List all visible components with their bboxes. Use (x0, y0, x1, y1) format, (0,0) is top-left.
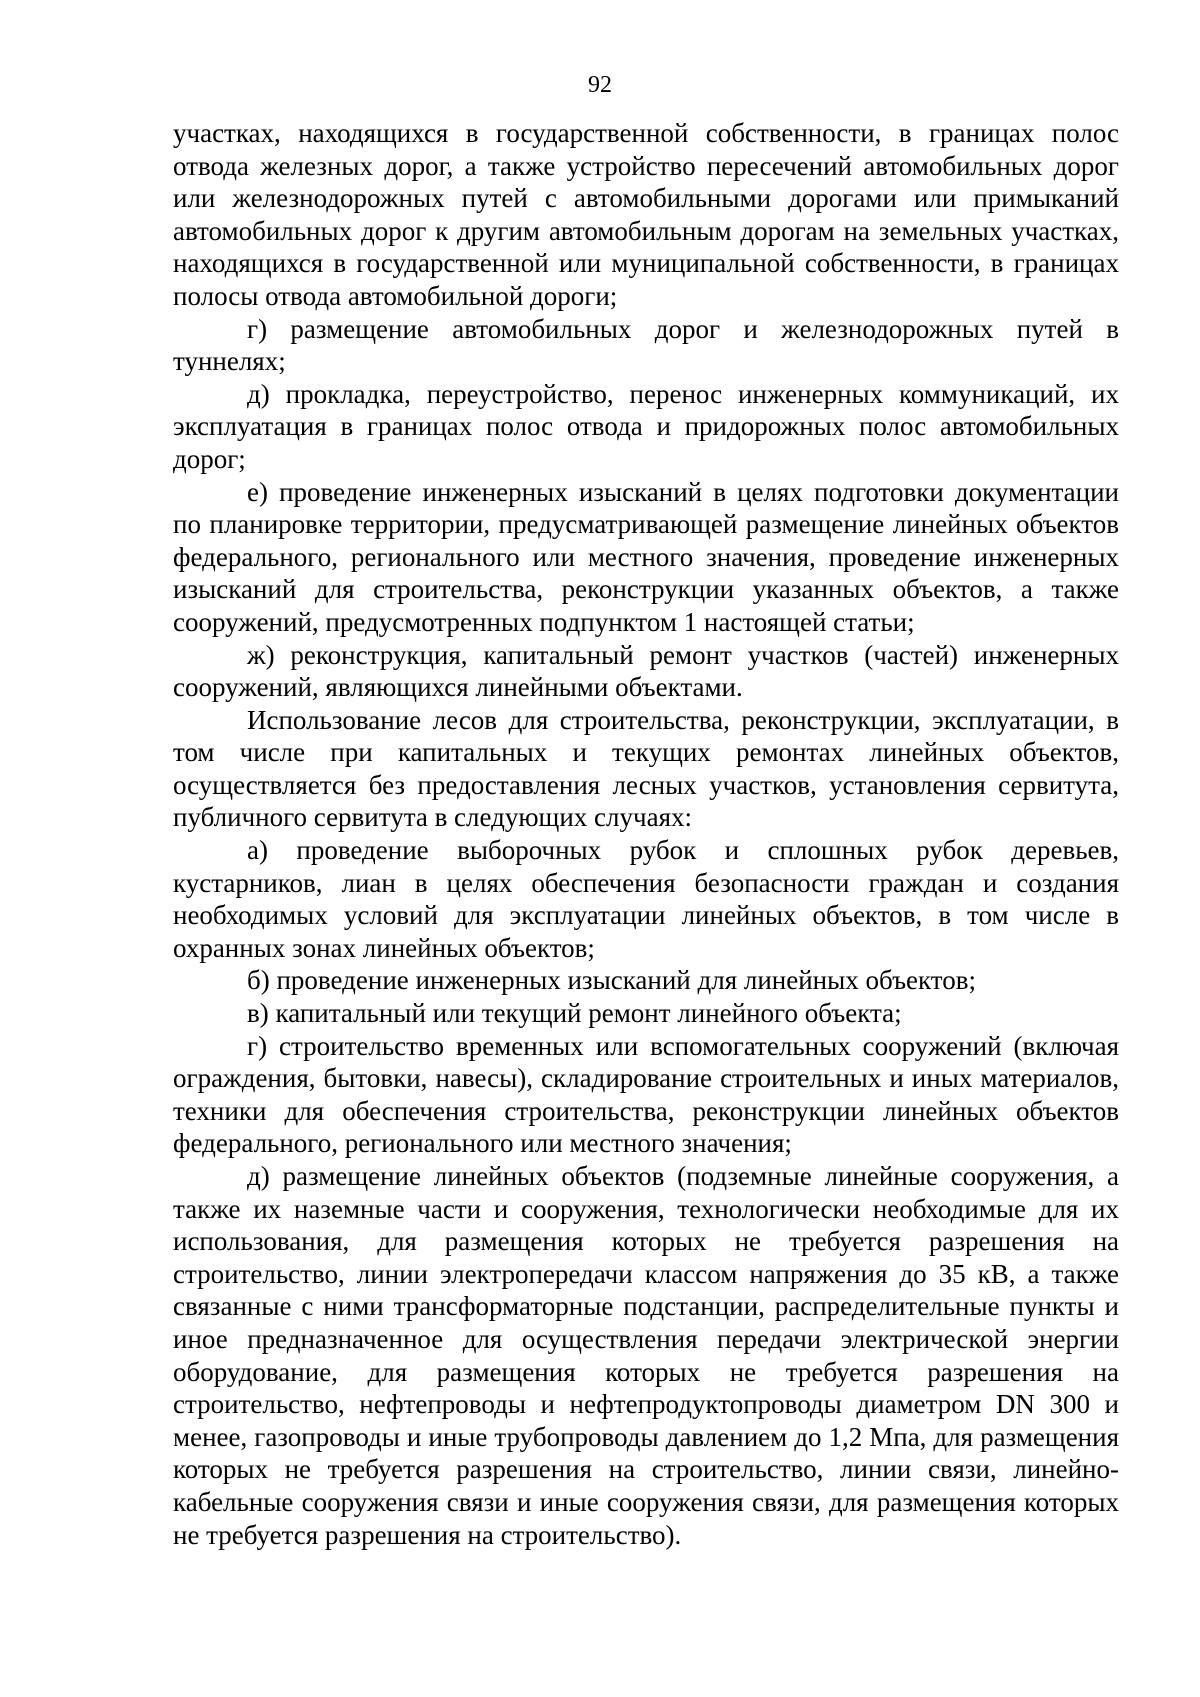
paragraph-item-zh-reconstruction: ж) реконструкция, капитальный ремонт участков (частей) инженерных сооружений, являющихся линейными объектами. (173, 639, 1119, 703)
paragraph-item-g-temporary-structures: г) строительство временных или вспомогательных сооружений (включая ограждения, бытовки, навесы), складирование строительных и иных материалов, техники для обеспечения строительства, реконструкции линейных объектов федерального, регионального или местного значения; (173, 1030, 1119, 1159)
paragraph-item-d-linear-objects: д) размещение линейных объектов (подземные линейные сооружения, а также их наземные части и сооружения, технологически необходимые для их использования, для размещения которых не требуется разрешения на строительство, линии электропередачи классом напряжения до 35 кВ, а также связанные с ними трансформаторные подстанции, распределительные пункты и иное предназначенное для осуществления передачи электрической энергии оборудование, для размещения которых не требуется разрешения на строительство, нефтепроводы и нефтепродуктопроводы диаметром DN 300 и менее, газопроводы и иные трубопроводы давлением до 1,2 Мпа, для размещения которых не требуется разрешения на строительство, линии связи, линейно-кабельные сооружения связи и иные сооружения связи, для размещения которых не требуется разрешения на строительство). (173, 1161, 1119, 1550)
paragraph-item-b-surveys: б) проведение инженерных изысканий для линейных объектов; (247, 965, 976, 996)
paragraph-forest-use: Использование лесов для строительства, реконструкции, эксплуатации, в том числе при капитальных и текущих ремонтах линейных объектов, осуществляется без предоставления лесных участков, установления сервитута, публичного сервитута в следующих случаях: (173, 704, 1119, 833)
document-body (173, 117, 1119, 1551)
paragraph-item-a-felling: а) проведение выборочных рубок и сплошных рубок деревьев, кустарников, лиан в целях обеспечения безопасности граждан и создания необходимых условий для эксплуатации линейных объектов, в том числе в охранных зонах линейных объектов; (173, 835, 1119, 963)
paragraph-item-v-repair: в) капитальный или текущий ремонт линейного объекта; (247, 998, 902, 1029)
paragraph-item-g-tunnels: г) размещение автомобильных дорог и железнодорожных путей в туннелях; (173, 313, 1119, 377)
paragraph-item-d-utilities: д) прокладка, переустройство, перенос инженерных коммуникаций, их эксплуатация в границах полос отвода и придорожных полос автомобильных дорог; (173, 378, 1119, 474)
paragraph-item-e-surveys: е) проведение инженерных изысканий в целях подготовки документации по планировке территории, предусматривающей размещение линейных объектов федерального, регионального или местного значения, проведение инженерных изысканий для строительства, реконструкции указанных объектов, а также сооружений, предусмотренных подпунктом 1 настоящей статьи; (173, 476, 1119, 637)
page-number: 92 (588, 72, 612, 98)
paragraph-continuation: участках, находящихся в государственной собственности, в границах полос отвода железных дорог, а также устройство пересечений автомобильных дорог или железнодорожных путей с автомобильными дорогами или примыканий автомобильных дорог к другим автомобильным дорогам на земельных участках, находящихся в государственной или муниципальной собственности, в границах полосы отвода автомобильной дороги; (173, 118, 1119, 311)
